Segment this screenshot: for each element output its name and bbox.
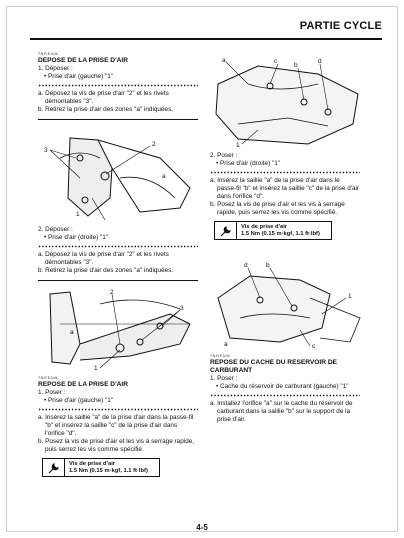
dotted-separator: [210, 170, 360, 175]
callout-c: c: [312, 343, 316, 350]
torque-text: [65, 461, 148, 475]
section-title: REPOSE DE LA PRISE D'AIR: [38, 381, 128, 388]
header-rule: [30, 38, 382, 40]
callout-b: b: [294, 62, 298, 69]
substep-a: a. Insérez la saillie "a" de la prise d'air dans le passe-fil "b" et insérez la saillie "c" de la prise d'air dans l'orifice "d".: [210, 177, 360, 200]
bullet-text: • Cache du réservoir de carburant (gauche) "1": [216, 383, 349, 390]
callout-d: d: [318, 58, 322, 65]
figure-right-air-intake-install: [208, 54, 368, 150]
section-tag: T.N.R.E.N.M.: [38, 52, 59, 56]
callout-a: a: [70, 329, 74, 336]
callout-1: 1: [236, 142, 240, 149]
header-title: PARTIE CYCLE: [299, 20, 382, 32]
wrench-icon: [43, 459, 65, 476]
callout-a: a: [162, 173, 166, 180]
end-rule: [38, 116, 198, 120]
left-section-removal-left: [38, 52, 198, 120]
substep-a: a. Déposez la vis de prise d'air "2" et les rivets démontables "3".: [38, 251, 169, 266]
torque-value: 1.5 Nm (0.15 m·kgf, 1.1 ft·lbf): [69, 467, 148, 474]
bullet-text: • Prise d'air (gauche) "1": [44, 397, 114, 404]
step-text: 2. Poser :: [210, 152, 238, 159]
bullet-text: • Prise d'air (droite) "1": [216, 160, 281, 167]
callout-3: 3: [180, 305, 184, 312]
bullet-text: • Prise d'air (droite) "1": [44, 234, 109, 241]
wrench-icon: [215, 222, 237, 239]
end-rule: [38, 277, 198, 281]
section-title: DEPOSE DE LA PRISE D'AIR: [38, 57, 128, 64]
substep-b: b. Retirez la prise d'air des zones "a" indiquées.: [38, 106, 174, 113]
right-section-installation-right: [210, 152, 360, 240]
figure-right-air-intake-removal: [40, 284, 200, 372]
callout-a: a: [224, 341, 228, 348]
torque-spec-box: [214, 221, 332, 240]
callout-1: 1: [348, 293, 352, 300]
section-tag: T.N.R.E.N.M.: [38, 376, 59, 380]
callout-1: 1: [94, 365, 98, 372]
step-text: 1. Poser :: [210, 375, 238, 382]
bullet-text: • Prise d'air (gauche) "1": [44, 73, 114, 80]
substep-b: b. Retirez la prise d'air des zones "a" indiquées.: [38, 267, 174, 274]
callout-d: d: [244, 262, 248, 269]
torque-spec-box: [42, 458, 160, 477]
figure-left-air-intake-removal: [40, 128, 200, 220]
left-section-installation-left: [38, 376, 198, 477]
section-tag: T.N.R.E.N.M.: [210, 354, 231, 358]
substep-b: b. Posez la vis de prise d'air et les vis à serrage rapide, puis serrez les vis comme spécifié.: [210, 201, 345, 216]
page-header: [30, 8, 382, 44]
callout-a: a: [222, 57, 226, 64]
torque-label: Vis de prise d'air: [69, 460, 116, 467]
left-section-removal-right: [38, 226, 198, 281]
step-text: 1. Poser :: [38, 389, 66, 396]
dotted-separator: [38, 83, 198, 88]
torque-label: Vis de prise d'air: [241, 223, 288, 230]
dotted-separator: [210, 393, 360, 398]
substep-a: a. Installez l'orifice "a" sur le cache du réservoir de carburant dans la saillie "b" sur le support de la prise d'air.: [210, 400, 353, 423]
substep-a: a. Déposez la vis de prise d'air "2" et les rivets démontables "3".: [38, 90, 169, 105]
right-section-fuel-tank-cover: [210, 354, 360, 424]
step-text: 2. Déposer :: [38, 226, 73, 233]
substep-a: a. Insérez la saillie "a" de la prise d'air dans la passe-fil "b" et insérez la saillie "c" de la prise d'air dans l'orifice "d".: [38, 414, 194, 437]
dotted-separator: [38, 407, 198, 412]
callout-2: 2: [110, 289, 114, 296]
step-text: 1. Déposer :: [38, 65, 73, 72]
figure-left-air-intake-install: [210, 258, 366, 350]
callout-c: c: [274, 58, 278, 65]
dotted-separator: [38, 244, 198, 249]
callout-b: b: [266, 262, 270, 269]
page-number: 4-5: [196, 523, 208, 532]
callout-3: 3: [44, 147, 48, 154]
substep-b: b. Posez la vis de prise d'air et les vis à serrage rapide, puis serrez les vis comme spécifié.: [38, 438, 195, 453]
section-title: REPOSE DU CACHE DU RESERVOIR DE CARBURANT: [210, 359, 338, 374]
callout-2: 2: [152, 141, 156, 148]
torque-text: [237, 224, 320, 238]
torque-value: 1.5 Nm (0.15 m·kgf, 1.1 ft·lbf): [241, 230, 320, 237]
callout-1: 1: [76, 211, 80, 218]
